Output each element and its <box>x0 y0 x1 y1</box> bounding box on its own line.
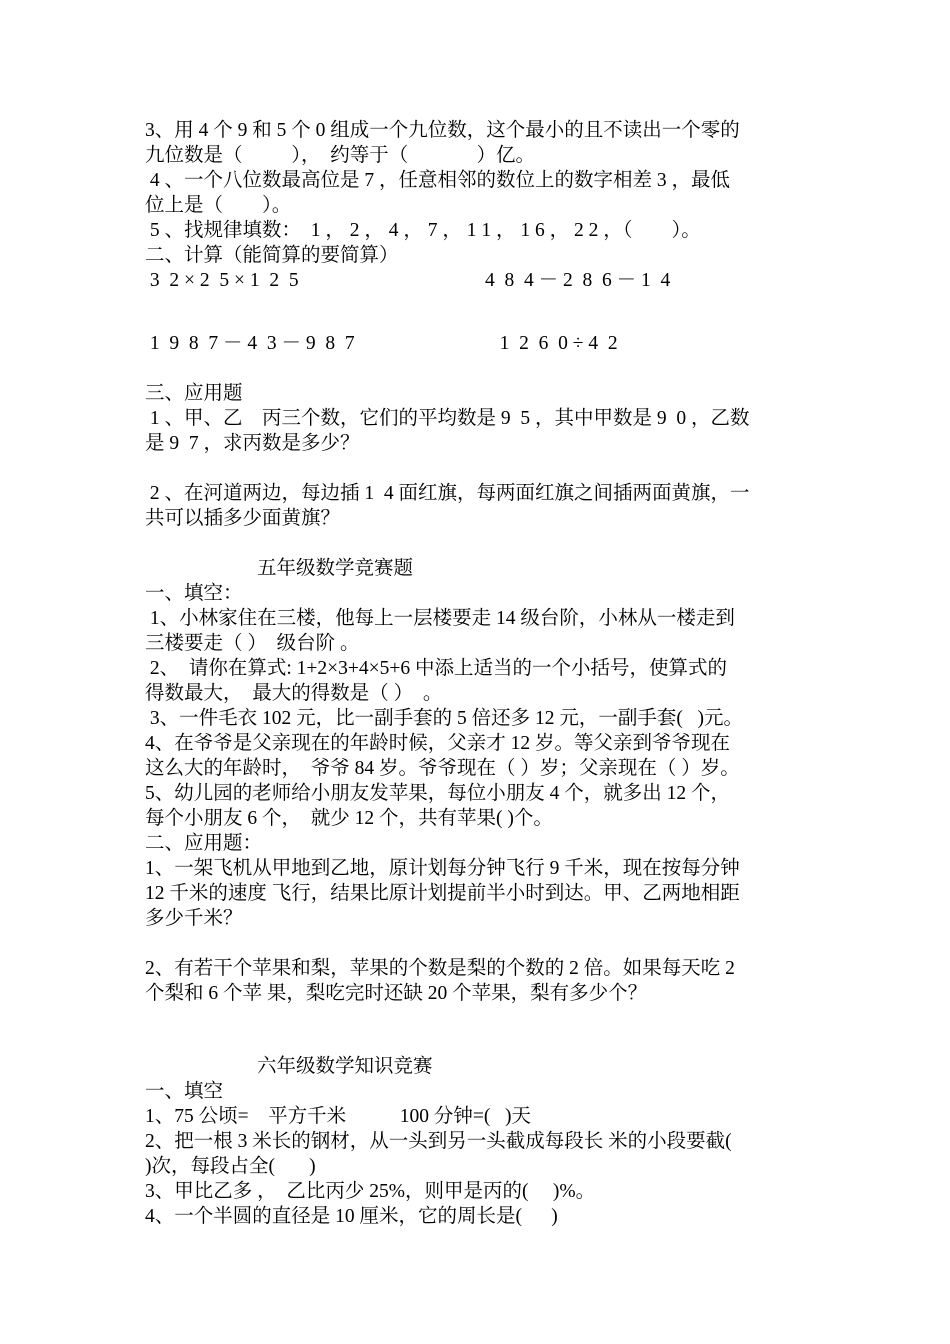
grade6-q2-line1: 2、把一根 3 米长的钢材，从一头到另一头截成每段长 米的小段要截( <box>145 1131 732 1152</box>
question-a5: 5 、找规律填数： 1 ， 2 ， 4 ， 7 ， 1 1 ， 1 6 ， 2 2 ，（ ）。 <box>145 220 701 241</box>
grade6-q1: 1、75 公顷= 平方千米 100 分钟=( )天 <box>145 1106 531 1127</box>
application-a2-line2: 共可以插多少面黄旗？ <box>145 508 341 529</box>
question-a3-line1: 3、用 4 个 9 和 5 个 0 组成一个九位数，这个最小的且不读出一个零的 <box>145 120 740 141</box>
document-page <box>145 118 810 1229</box>
calc-expression-4: 1 2 6 0 ÷ 4 2 <box>485 333 618 354</box>
grade5-fill-heading: 一、填空： <box>145 583 243 604</box>
grade6-q3: 3、甲比乙多 ， 乙比丙少 25%，则甲是丙的( )%。 <box>145 1181 596 1202</box>
grade6-fill-heading: 一、填空 <box>145 1081 224 1102</box>
application-a1-line1: 1 、甲、乙 丙三个数，它们的平均数是 9 5 ，其中甲数是 9 0 ，乙数 <box>145 408 750 429</box>
calc-expression-3: 1 9 8 7 － 4 3 － 9 8 7 <box>145 333 355 354</box>
grade6-title: 六年级数学知识竞赛 <box>257 1056 433 1077</box>
question-a4-line1: 4 、一个八位数最高位是 7 ，任意相邻的数位上的数字相差 3 ，最低 <box>145 170 731 191</box>
grade5-app2-line1: 2、有若干个苹果和梨，苹果的个数是梨的个数的 2 倍。如果每天吃 2 <box>145 958 735 979</box>
application-a2-line1: 2 、在河道两边，每边插 1 4 面红旗，每两面红旗之间插两面黄旗，一 <box>145 483 750 504</box>
calc-expression-2: 4 8 4 － 2 8 6 － 1 4 <box>485 270 671 291</box>
grade5-app1-line2: 12 千米的速度 飞行，结果比原计划提前半小时到达。甲、乙两地相距 <box>145 883 740 904</box>
grade5-q4-line2: 这么大的年龄时， 爷爷 84 岁。爷爷现在（ ）岁；父亲现在（ ）岁。 <box>145 758 740 779</box>
question-a4-line2: 位上是（ ）。 <box>145 195 292 216</box>
grade5-q2-line1: 2、 请你在算式: 1+2×3+4×5+6 中添上适当的一个小括号，使算式的 <box>145 658 728 679</box>
grade5-q2-line2: 得数最大， 最大的得数是（ ） 。 <box>145 683 443 704</box>
grade5-app1-line3: 多少千米？ <box>145 908 243 929</box>
question-a3-line2: 九位数是（ ）， 约等于（ ）亿。 <box>145 145 536 166</box>
grade5-q3: 3、一件毛衣 102 元，比一副手套的 5 倍还多 12 元，一副手套( )元。 <box>145 708 743 729</box>
grade5-q1-line2: 三楼要走（ ） 级台阶 。 <box>145 633 360 654</box>
grade5-app1-line1: 1、一架飞机从甲地到乙地，原计划每分钟飞行 9 千米，现在按每分钟 <box>145 858 740 879</box>
application-heading: 三、应用题 <box>145 383 243 404</box>
grade5-q4-line1: 4、在爷爷是父亲现在的年龄时候，父亲才 12 岁。等父亲到爷爷现在 <box>145 733 731 754</box>
grade5-q5-line2: 每个小朋友 6 个， 就少 12 个，共有苹果( )个。 <box>145 808 553 829</box>
grade5-q1-line1: 1、小林家住在三楼，他每上一层楼要走 14 级台阶，小林从一楼走到 <box>145 608 735 629</box>
calc-expression-1: 3 2 × 2 5 × 1 2 5 <box>145 270 299 291</box>
grade5-q5-line1: 5、幼儿园的老师给小朋友发苹果，每位小朋友 4 个，就多出 12 个， <box>145 783 731 804</box>
grade5-title: 五年级数学竞赛题 <box>257 558 414 579</box>
grade6-q4: 4、一个半圆的直径是 10 厘米，它的周长是( ) <box>145 1206 558 1227</box>
calc-row-2 <box>145 331 810 356</box>
grade5-app2-line2: 个梨和 6 个苹 果，梨吃完时还缺 20 个苹果，梨有多少个？ <box>145 983 648 1004</box>
grade6-q2-line2: )次，每段占全( ) <box>145 1156 316 1177</box>
grade5-application-heading: 二、应用题： <box>145 833 263 854</box>
calc-heading: 二、计算（能简算的要简算） <box>145 245 399 266</box>
calc-row-1 <box>145 268 810 293</box>
application-a1-line2: 是 9 7 ，求丙数是多少？ <box>145 433 360 454</box>
